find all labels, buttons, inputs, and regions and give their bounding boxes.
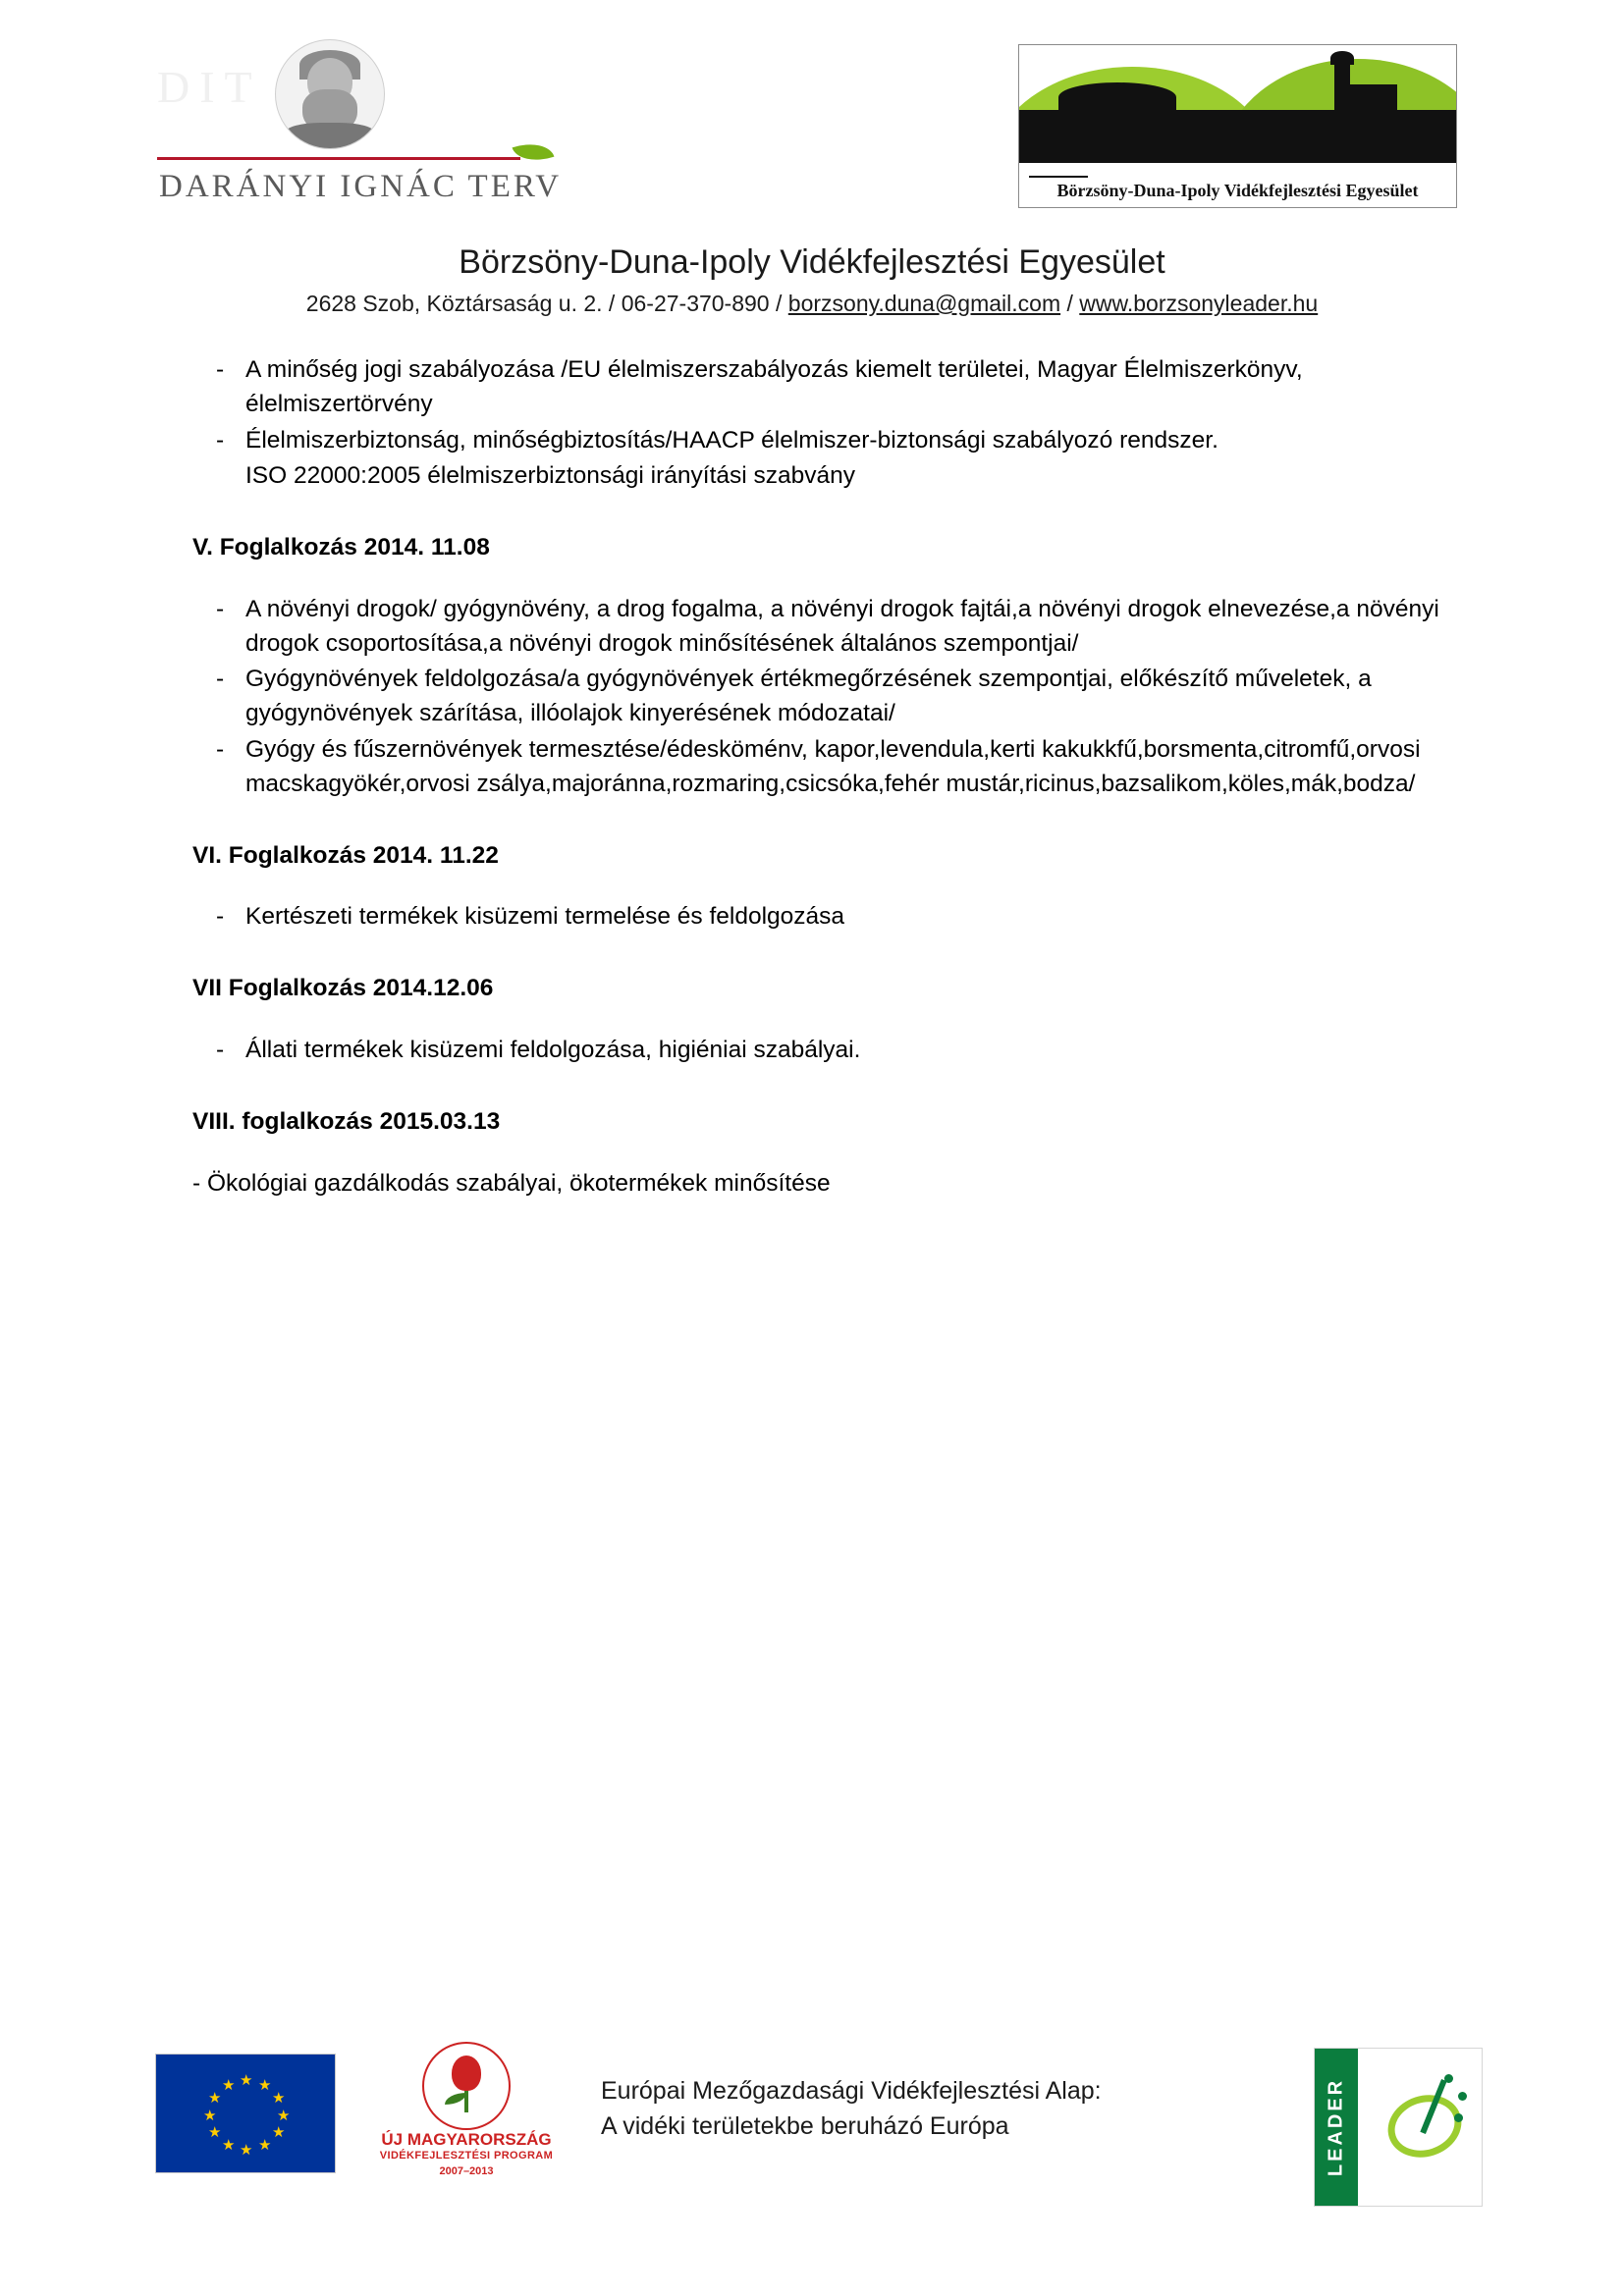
leader-label: LEADER bbox=[1325, 2077, 1347, 2177]
section-heading-viii: VIII. foglalkozás 2015.03.13 bbox=[192, 1107, 501, 1135]
darany-red-rule bbox=[157, 157, 520, 160]
document-header bbox=[0, 0, 1624, 316]
contact-address: 2628 Szob, Köztársaság u. 2. / 06-27-370-890 / bbox=[305, 291, 788, 316]
leader-logo bbox=[1314, 2048, 1483, 2207]
section-heading-v: V. Foglalkozás 2014. 11.08 bbox=[192, 534, 490, 561]
footer-text-line-1: Európai Mezőgazdasági Vidékfejlesztési Alap: bbox=[601, 2077, 1102, 2105]
section-v-bullet-list bbox=[192, 593, 1469, 802]
leader-dot-icon bbox=[1458, 2092, 1467, 2101]
church-tower-icon bbox=[1334, 63, 1350, 124]
list-item: - Élelmiszerbiztonság, minőségbiztosítás/HAACP élelmiszer-biztonsági szabályozó rendszer. bbox=[192, 424, 1469, 458]
darany-ignac-terv-logo bbox=[157, 39, 599, 216]
list-item: - Kertészeti termékek kisüzemi termelése és feldolgozása bbox=[192, 900, 1469, 934]
contact-website-link[interactable]: www.borzsonyleader.hu bbox=[1079, 291, 1319, 316]
organization-contact-line bbox=[0, 291, 1624, 317]
uj-magyarorszag-title: ÚJ MAGYARORSZÁG bbox=[381, 2130, 552, 2149]
list-item: - Gyógy és fűszernövények termesztése/édesköménv, kapor,levendula,kerti kakukkfű,borsmenta,citromfű,orvosi macskagyökér,orvosi zsálya,majoránna,rozmaring,csicsóka,fehér mustár,ricinus,bazsalikom,köles,mák,bodza/ bbox=[192, 733, 1469, 802]
leader-dot-icon bbox=[1454, 2113, 1463, 2122]
section-vi-bullet-list bbox=[192, 900, 1469, 934]
landscape-illustration bbox=[1019, 45, 1456, 163]
contact-separator: / bbox=[1060, 291, 1080, 316]
borzsony-duna-ipoly-logo bbox=[1018, 44, 1457, 208]
list-item: - Gyógynövények feldolgozása/a gyógynövények értékmegőrzésének szempontjai, előkészítő műveletek, a gyógynövények szárítása, illóolajok kinyerésének módozatai/ bbox=[192, 663, 1469, 731]
uj-magyarorszag-subtitle: VIDÉKFEJLESZTÉSI PROGRAM bbox=[379, 2150, 554, 2162]
european-union-flag-icon bbox=[155, 2054, 336, 2173]
section-vii-bullet-list bbox=[192, 1034, 1469, 1068]
contact-email-link[interactable]: borzsony.duna@gmail.com bbox=[787, 291, 1061, 316]
section-heading-vi: VI. Foglalkozás 2014. 11.22 bbox=[192, 841, 499, 869]
darany-watermark-text: DIT bbox=[157, 62, 262, 112]
footer-text-line-2: A vidéki területekbe beruházó Európa bbox=[601, 2112, 1009, 2141]
list-item: - A minőség jogi szabályozása /EU élelmiszerszabályozás kiemelt területei, Magyar Élelmiszerkönyv, élelmiszertörvény bbox=[192, 353, 1469, 422]
leader-dot-icon bbox=[1444, 2074, 1453, 2083]
portrait-body bbox=[285, 123, 375, 148]
tulip-icon bbox=[452, 2056, 481, 2091]
document-footer bbox=[0, 2022, 1624, 2248]
logo-caption: Börzsöny-Duna-Ipoly Vidékfejlesztési Egyesület bbox=[1056, 181, 1419, 200]
darany-logo-text: DARÁNYI IGNÁC TERV bbox=[159, 169, 563, 204]
eu-stars-circle: ★ ★ ★ ★ ★ ★ ★ ★ ★ ★ ★ ★ bbox=[203, 2072, 291, 2159]
document-body bbox=[192, 353, 1469, 1201]
footer-funding-text bbox=[601, 2073, 1102, 2145]
organization-title: Börzsöny-Duna-Ipoly Vidékfejlesztési Egyesület bbox=[459, 243, 1165, 281]
uj-magyarorszag-years: 2007–2013 bbox=[439, 2165, 494, 2177]
section-heading-vii: VII Foglalkozás 2014.12.06 bbox=[192, 975, 494, 1002]
caption-rule bbox=[1029, 176, 1088, 178]
list-item: - A növényi drogok/ gyógynövény, a drog fogalma, a növényi drogok fajtái,a növényi drogok elnevezése,a növényi drogok csoportosítása,a növényi drogok minősítésének általános szempontjai/ bbox=[192, 593, 1469, 662]
intro-bullet-list bbox=[192, 353, 1469, 457]
darany-portrait-icon bbox=[275, 39, 385, 149]
leaf-icon bbox=[513, 136, 555, 169]
intro-extra-line: ISO 22000:2005 élelmiszerbiztonsági irányítási szabvány bbox=[245, 462, 856, 490]
leader-green-band bbox=[1315, 2049, 1358, 2206]
list-item: - Állati termékek kisüzemi feldolgozása, higiéniai szabályai. bbox=[192, 1034, 1469, 1068]
uj-magyarorszag-logo bbox=[373, 2040, 560, 2187]
section-viii-paragraph: - Ökológiai gazdálkodás szabályai, ökotermékek minősítése bbox=[192, 1169, 831, 1197]
